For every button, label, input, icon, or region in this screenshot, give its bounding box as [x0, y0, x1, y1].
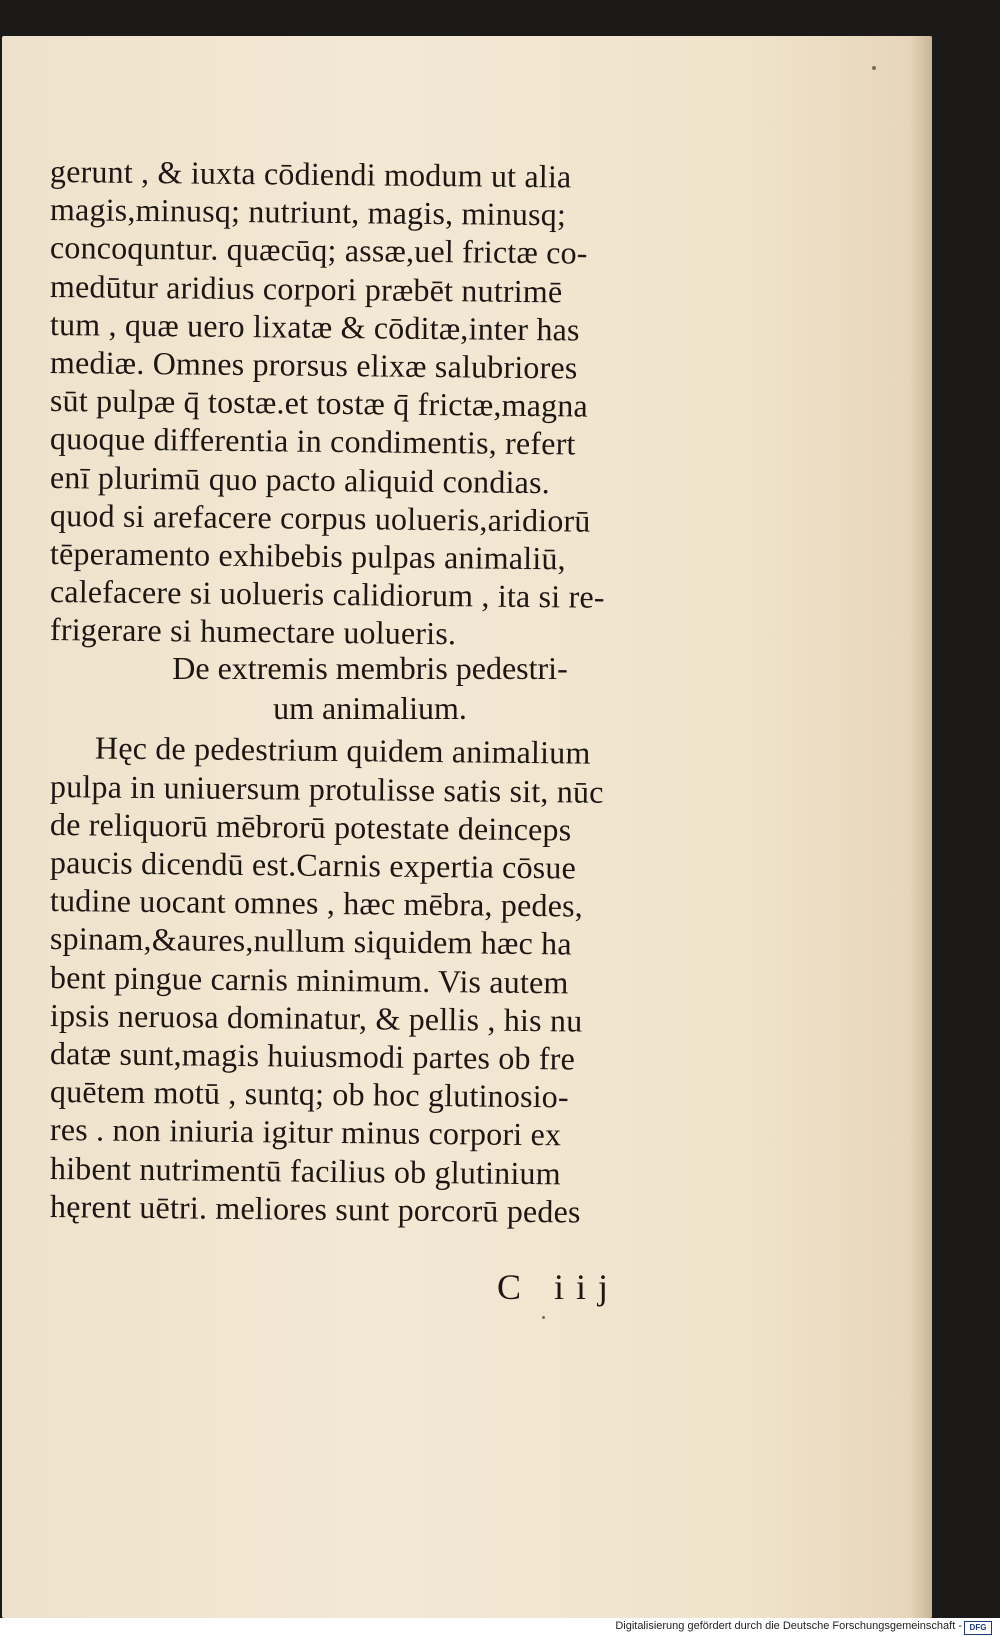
- funding-notice: Digitalisierung gefördert durch die Deutsche Forschungsgemeinschaft -: [615, 1620, 962, 1632]
- text-line: mediæ. Omnes prorsus elixæ salubriores: [49, 343, 578, 386]
- text-line: quod si arefacere corpus uolueris,aridiorū: [49, 496, 591, 539]
- text-line: Hęc de pedestrium quidem animalium: [94, 729, 591, 772]
- text-line: frigerare si humectare uolueris.: [49, 611, 457, 652]
- text-line: concoquntur. quæcūq; assæ,uel frictæ co-: [49, 229, 588, 272]
- text-line: de reliquorū mēbrorū potestate deinceps: [49, 805, 572, 848]
- text-line: medūtur aridius corpori præbēt nutrimē: [49, 267, 563, 309]
- text-line: spinam,&aures,nullum siquidem hæc ha: [49, 920, 572, 962]
- heading-line: um animalium.: [273, 690, 467, 727]
- section-heading: [50, 648, 690, 728]
- signature-mark: C iij: [497, 1267, 621, 1307]
- page-text: [49, 152, 690, 1230]
- text-line: calefacere si uolueris calidiorum , ita si re-: [49, 573, 605, 615]
- text-line: pulpa in uniuersum protulisse satis sit, nūc: [49, 767, 604, 810]
- text-line: quētem motū , suntq; ob hoc glutinosio-: [49, 1073, 570, 1115]
- paper-speck: [542, 1316, 545, 1319]
- text-line: enī plurimū quo pacto aliquid condias.: [49, 458, 551, 500]
- text-line: magis,minusq; nutriunt, magis, minusq;: [49, 191, 567, 233]
- text-line: hęrent uētri. meliores sunt porcorū pedes: [49, 1187, 581, 1230]
- text-line: tēperamento exhibebis pulpas animaliū,: [49, 534, 567, 577]
- heading-line: De extremis membris pedestri-: [172, 650, 568, 687]
- dfg-logo-icon: DFG: [964, 1621, 992, 1635]
- text-line: datæ sunt,magis huiusmodi partes ob fre: [49, 1034, 576, 1077]
- footer-bar: [0, 1618, 1000, 1637]
- text-line: paucis dicendū est.Carnis expertia cōsue: [49, 844, 577, 886]
- text-line: hibent nutrimentū facilius ob glutinium: [49, 1149, 562, 1191]
- text-line: gerunt , & iuxta cōdiendi modum ut alia: [49, 153, 572, 195]
- text-line: ipsis neruosa dominatur, & pellis , his nu: [49, 996, 583, 1039]
- text-line: res . non iniuria igitur minus corpori ex: [49, 1111, 562, 1153]
- text-line: tum , quæ uero lixatæ & cōditæ,inter has: [49, 305, 580, 348]
- text-line: tudine uocant omnes , hæc mēbra, pedes,: [49, 882, 584, 924]
- paper-speck: [872, 66, 876, 70]
- page-edge-shadow: [910, 36, 932, 1618]
- text-line: quoque differentia in condimentis, refert: [49, 420, 576, 462]
- text-line: sūt pulpæ q̄ tostæ.et tostæ q̄ frictæ,magna: [49, 382, 589, 424]
- text-line: bent pingue carnis minimum. Vis autem: [49, 958, 569, 1000]
